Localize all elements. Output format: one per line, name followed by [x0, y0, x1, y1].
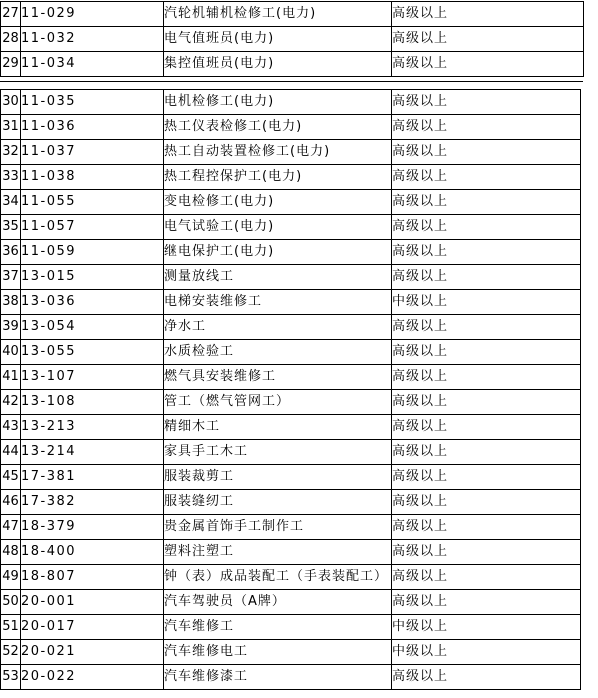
row-number: 50	[1, 590, 21, 615]
skill-level: 高级以上	[392, 490, 581, 515]
occupation-name: 净水工	[164, 315, 392, 340]
section-divider	[0, 81, 583, 82]
occupation-name: 热工仪表检修工(电力)	[164, 115, 392, 140]
skill-level: 高级以上	[392, 665, 581, 690]
row-number: 32	[1, 140, 21, 165]
occupation-name: 服装缝纫工	[164, 490, 392, 515]
table-row	[1, 90, 581, 115]
skill-level: 高级以上	[392, 215, 581, 240]
table-row	[1, 365, 581, 390]
occupation-table-bottom	[0, 89, 581, 690]
occupation-name: 服装裁剪工	[164, 465, 392, 490]
row-number: 39	[1, 315, 21, 340]
occupation-name: 钟（表）成品装配工（手表装配工）	[164, 565, 392, 590]
occupation-name: 电机检修工(电力)	[164, 90, 392, 115]
occupation-name: 塑料注塑工	[164, 540, 392, 565]
skill-level: 高级以上	[392, 590, 581, 615]
occupation-name: 热工自动装置检修工(电力)	[164, 140, 392, 165]
table-row	[1, 240, 581, 265]
occupation-code: 11-057	[21, 215, 164, 240]
occupation-code: 11-036	[21, 115, 164, 140]
occupation-code: 18-400	[21, 540, 164, 565]
occupation-code: 20-022	[21, 665, 164, 690]
table-row	[1, 465, 581, 490]
table-row	[1, 565, 581, 590]
row-number: 28	[1, 27, 21, 52]
occupation-code: 11-037	[21, 140, 164, 165]
occupation-code: 11-038	[21, 165, 164, 190]
occupation-name: 精细木工	[164, 415, 392, 440]
skill-level: 高级以上	[392, 190, 581, 215]
occupation-code: 13-055	[21, 340, 164, 365]
occupation-code: 20-021	[21, 640, 164, 665]
table-row	[1, 140, 581, 165]
skill-level: 高级以上	[392, 52, 584, 77]
occupation-name: 燃气具安装维修工	[164, 365, 392, 390]
skill-level: 高级以上	[392, 540, 581, 565]
occupation-name: 水质检验工	[164, 340, 392, 365]
skill-level: 中级以上	[392, 290, 581, 315]
table-row	[1, 440, 581, 465]
occupation-name: 汽车维修工	[164, 615, 392, 640]
table-row	[1, 52, 584, 77]
table-row	[1, 390, 581, 415]
occupation-name: 测量放线工	[164, 265, 392, 290]
occupation-name: 热工程控保护工(电力)	[164, 165, 392, 190]
table-row	[1, 515, 581, 540]
occupation-code: 18-379	[21, 515, 164, 540]
skill-level: 高级以上	[392, 165, 581, 190]
row-number: 42	[1, 390, 21, 415]
table-row	[1, 490, 581, 515]
row-number: 46	[1, 490, 21, 515]
occupation-name: 变电检修工(电力)	[164, 190, 392, 215]
row-number: 38	[1, 290, 21, 315]
skill-level: 高级以上	[392, 415, 581, 440]
row-number: 29	[1, 52, 21, 77]
table-row	[1, 540, 581, 565]
row-number: 43	[1, 415, 21, 440]
occupation-name: 继电保护工(电力)	[164, 240, 392, 265]
skill-level: 高级以上	[392, 240, 581, 265]
occupation-code: 11-035	[21, 90, 164, 115]
skill-level: 高级以上	[392, 365, 581, 390]
skill-level: 高级以上	[392, 440, 581, 465]
occupation-name: 集控值班员(电力)	[164, 52, 392, 77]
occupation-code: 20-001	[21, 590, 164, 615]
skill-level: 高级以上	[392, 340, 581, 365]
row-number: 33	[1, 165, 21, 190]
table-row	[1, 265, 581, 290]
occupation-name: 贵金属首饰手工制作工	[164, 515, 392, 540]
skill-level: 高级以上	[392, 265, 581, 290]
occupation-name: 电梯安装维修工	[164, 290, 392, 315]
skill-level: 中级以上	[392, 615, 581, 640]
row-number: 53	[1, 665, 21, 690]
table-row	[1, 615, 581, 640]
table-row	[1, 590, 581, 615]
occupation-code: 13-214	[21, 440, 164, 465]
skill-level: 中级以上	[392, 640, 581, 665]
table-row	[1, 190, 581, 215]
skill-level: 高级以上	[392, 90, 581, 115]
occupation-name: 汽轮机辅机检修工(电力)	[164, 2, 392, 27]
row-number: 37	[1, 265, 21, 290]
skill-level: 高级以上	[392, 2, 584, 27]
table-row	[1, 215, 581, 240]
occupation-name: 电气试验工(电力)	[164, 215, 392, 240]
skill-level: 高级以上	[392, 465, 581, 490]
occupation-table-top	[0, 1, 584, 77]
table-row	[1, 290, 581, 315]
row-number: 45	[1, 465, 21, 490]
table-row	[1, 2, 584, 27]
occupation-name: 汽车驾驶员（A牌）	[164, 590, 392, 615]
table-row	[1, 665, 581, 690]
occupation-code: 17-382	[21, 490, 164, 515]
occupation-name: 汽车维修电工	[164, 640, 392, 665]
table-row	[1, 415, 581, 440]
occupation-code: 11-034	[21, 52, 164, 77]
row-number: 36	[1, 240, 21, 265]
table-row	[1, 340, 581, 365]
occupation-name: 电气值班员(电力)	[164, 27, 392, 52]
occupation-code: 20-017	[21, 615, 164, 640]
skill-level: 高级以上	[392, 390, 581, 415]
occupation-code: 13-107	[21, 365, 164, 390]
occupation-code: 11-055	[21, 190, 164, 215]
row-number: 47	[1, 515, 21, 540]
occupation-code: 13-036	[21, 290, 164, 315]
row-number: 30	[1, 90, 21, 115]
row-number: 48	[1, 540, 21, 565]
skill-level: 高级以上	[392, 115, 581, 140]
table-row	[1, 165, 581, 190]
skill-level: 高级以上	[392, 27, 584, 52]
row-number: 49	[1, 565, 21, 590]
occupation-name: 管工（燃气管网工）	[164, 390, 392, 415]
row-number: 34	[1, 190, 21, 215]
occupation-code: 11-059	[21, 240, 164, 265]
table-row	[1, 315, 581, 340]
table-row	[1, 115, 581, 140]
row-number: 40	[1, 340, 21, 365]
row-number: 31	[1, 115, 21, 140]
occupation-code: 13-015	[21, 265, 164, 290]
occupation-name: 汽车维修漆工	[164, 665, 392, 690]
row-number: 35	[1, 215, 21, 240]
occupation-code: 18-807	[21, 565, 164, 590]
occupation-code: 11-029	[21, 2, 164, 27]
table-row	[1, 640, 581, 665]
skill-level: 高级以上	[392, 140, 581, 165]
row-number: 41	[1, 365, 21, 390]
occupation-name: 家具手工木工	[164, 440, 392, 465]
occupation-code: 13-213	[21, 415, 164, 440]
row-number: 44	[1, 440, 21, 465]
row-number: 52	[1, 640, 21, 665]
occupation-code: 17-381	[21, 465, 164, 490]
table-row	[1, 27, 584, 52]
skill-level: 高级以上	[392, 515, 581, 540]
skill-level: 高级以上	[392, 315, 581, 340]
row-number: 27	[1, 2, 21, 27]
occupation-code: 11-032	[21, 27, 164, 52]
skill-level: 高级以上	[392, 565, 581, 590]
occupation-code: 13-054	[21, 315, 164, 340]
row-number: 51	[1, 615, 21, 640]
occupation-code: 13-108	[21, 390, 164, 415]
